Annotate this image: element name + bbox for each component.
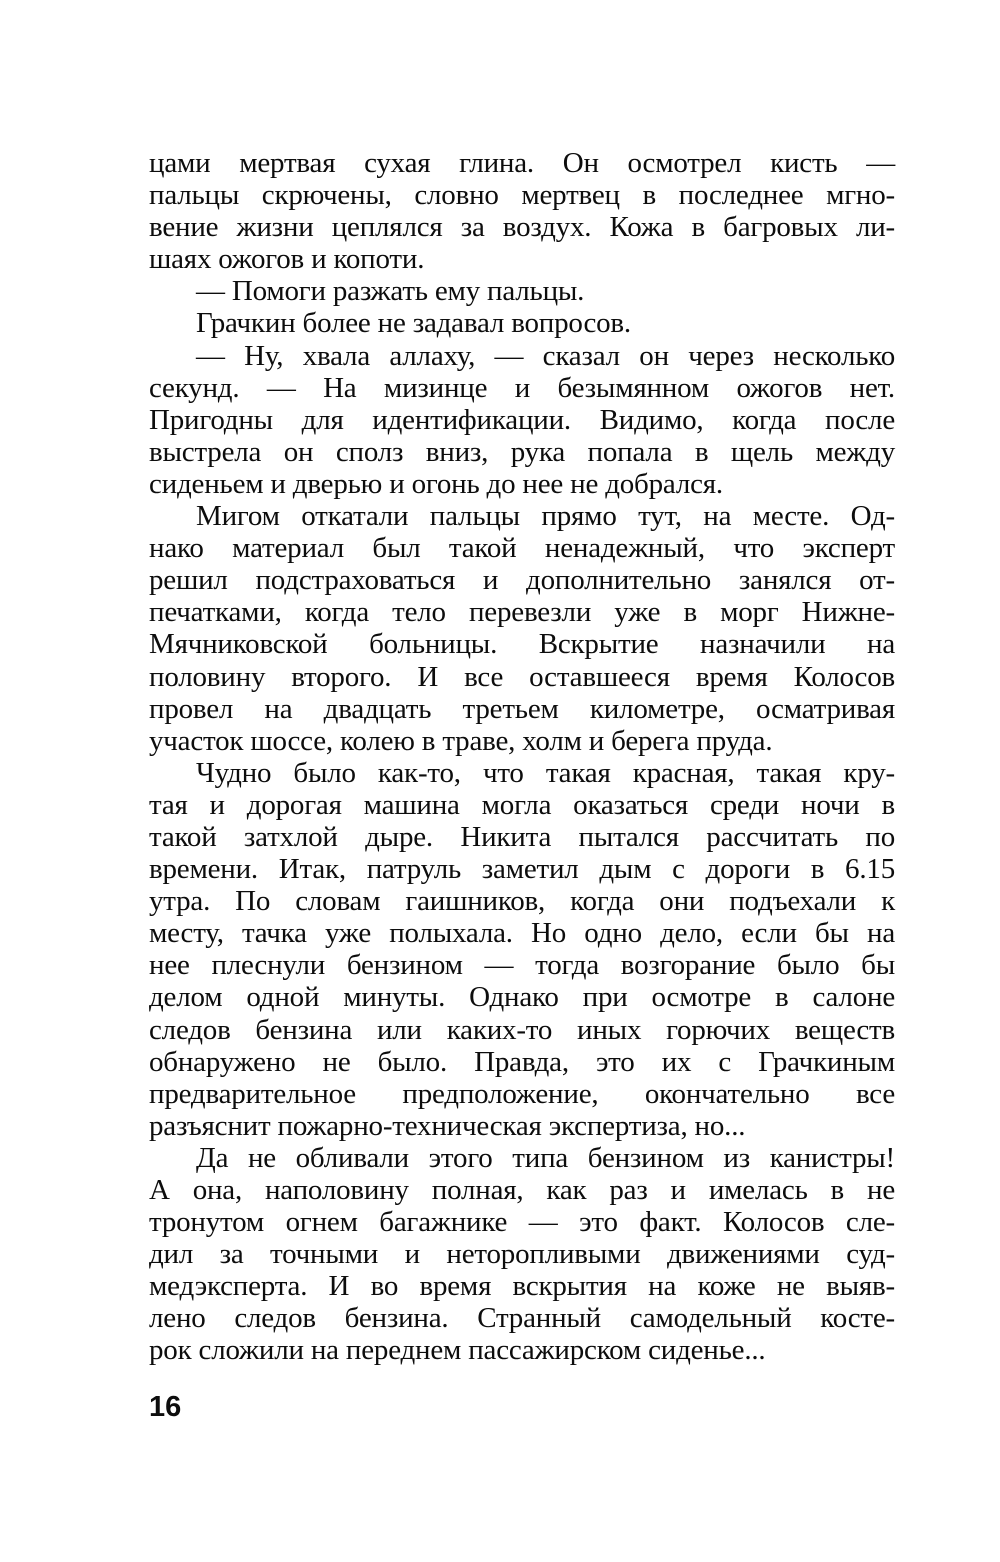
text-line: сиденьем и дверью и огонь до нее не добрался. — [149, 467, 723, 500]
page-number: 16 — [149, 1391, 182, 1423]
text-block — [149, 147, 895, 1367]
text-line: делом одной минуты. Однако при осмотре в салоне — [149, 981, 895, 1014]
text-line: предварительное предположение, окончательно все — [149, 1077, 895, 1110]
text-line: дил за точными и неторопливыми движениями суд- — [149, 1238, 895, 1271]
text-line: нако материал был такой ненадежный, что эксперт — [149, 532, 895, 565]
text-line: такой затхлой дыре. Никита пытался рассчитать по — [149, 820, 895, 853]
paragraph — [149, 1142, 895, 1367]
text-line: утра. По словам гаишников, когда они подъехали к — [149, 885, 895, 918]
text-line: решил подстраховаться и дополнительно занялся от- — [149, 564, 895, 597]
text-line: обнаружено не было. Правда, это их с Грачкиным — [149, 1045, 895, 1078]
paragraph — [149, 757, 895, 1142]
text-line: времени. Итак, патруль заметил дым с дороги в 6.15 — [149, 853, 895, 886]
paragraph — [149, 340, 895, 500]
text-line: — Помоги разжать ему пальцы. — [196, 275, 585, 308]
text-line: А она, наполовину полная, как раз и имелась в не — [149, 1174, 895, 1206]
text-line: разъяснит пожарно-техническая экспертиза, но... — [149, 1109, 746, 1142]
paragraph — [149, 307, 895, 339]
text-line: пальцы скрючены, словно мертвец в последнее мгно- — [149, 179, 895, 212]
text-line: тая и дорогая машина могла оказаться среди ночи в — [149, 788, 895, 821]
text-line: Мячниковской больницы. Вскрытие назначили на — [149, 628, 895, 661]
text-line: следов бензина или каких-то иных горючих веществ — [149, 1013, 895, 1046]
text-line: провел на двадцать третьем километре, осматривая — [149, 692, 895, 725]
text-line: выстрела он сполз вниз, рука попала в щель между — [149, 435, 895, 468]
text-line: Мигом откатали пальцы прямо тут, на месте. Од- — [196, 500, 895, 533]
text-line: лено следов бензина. Странный самодельный косте- — [149, 1302, 895, 1335]
text-line: тронутом огнем багажнике — это факт. Колосов сле- — [149, 1206, 895, 1239]
text-line: Чудно было как-то, что такая красная, такая кру- — [196, 756, 895, 789]
text-line: секунд. — На мизинце и безымянном ожогов нет. — [149, 371, 895, 404]
text-line: шаях ожогов и копоти. — [149, 243, 425, 276]
paragraph — [149, 275, 895, 307]
paragraph — [149, 500, 895, 757]
text-line: рок сложили на переднем пассажирском сиденье... — [149, 1334, 766, 1367]
text-line: Да не обливали этого типа бензином из канистры! — [196, 1141, 895, 1174]
text-line: половину второго. И все оставшееся время Колосов — [149, 660, 895, 693]
text-line: месту, тачка уже полыхала. Но одно дело, если бы на — [149, 917, 895, 950]
text-line: вение жизни цеплялся за воздух. Кожа в багровых ли- — [149, 211, 895, 244]
text-line: цами мертвая сухая глина. Он осмотрел кисть — — [149, 147, 895, 179]
text-line: участок шоссе, колею в траве, холм и берега пруда. — [149, 724, 773, 757]
text-line: медэксперта. И во время вскрытия на коже не выяв- — [149, 1270, 895, 1303]
paragraph — [149, 147, 895, 275]
text-line: печатками, когда тело перевезли уже в морг Нижне- — [149, 596, 895, 629]
text-line: Пригодны для идентификации. Видимо, когда после — [149, 403, 895, 436]
text-line: Грачкин более не задавал вопросов. — [196, 307, 631, 340]
text-line: — Ну, хвала аллаху, — сказал он через несколько — [196, 339, 895, 372]
text-line: нее плеснули бензином — тогда возгорание было бы — [149, 949, 895, 982]
